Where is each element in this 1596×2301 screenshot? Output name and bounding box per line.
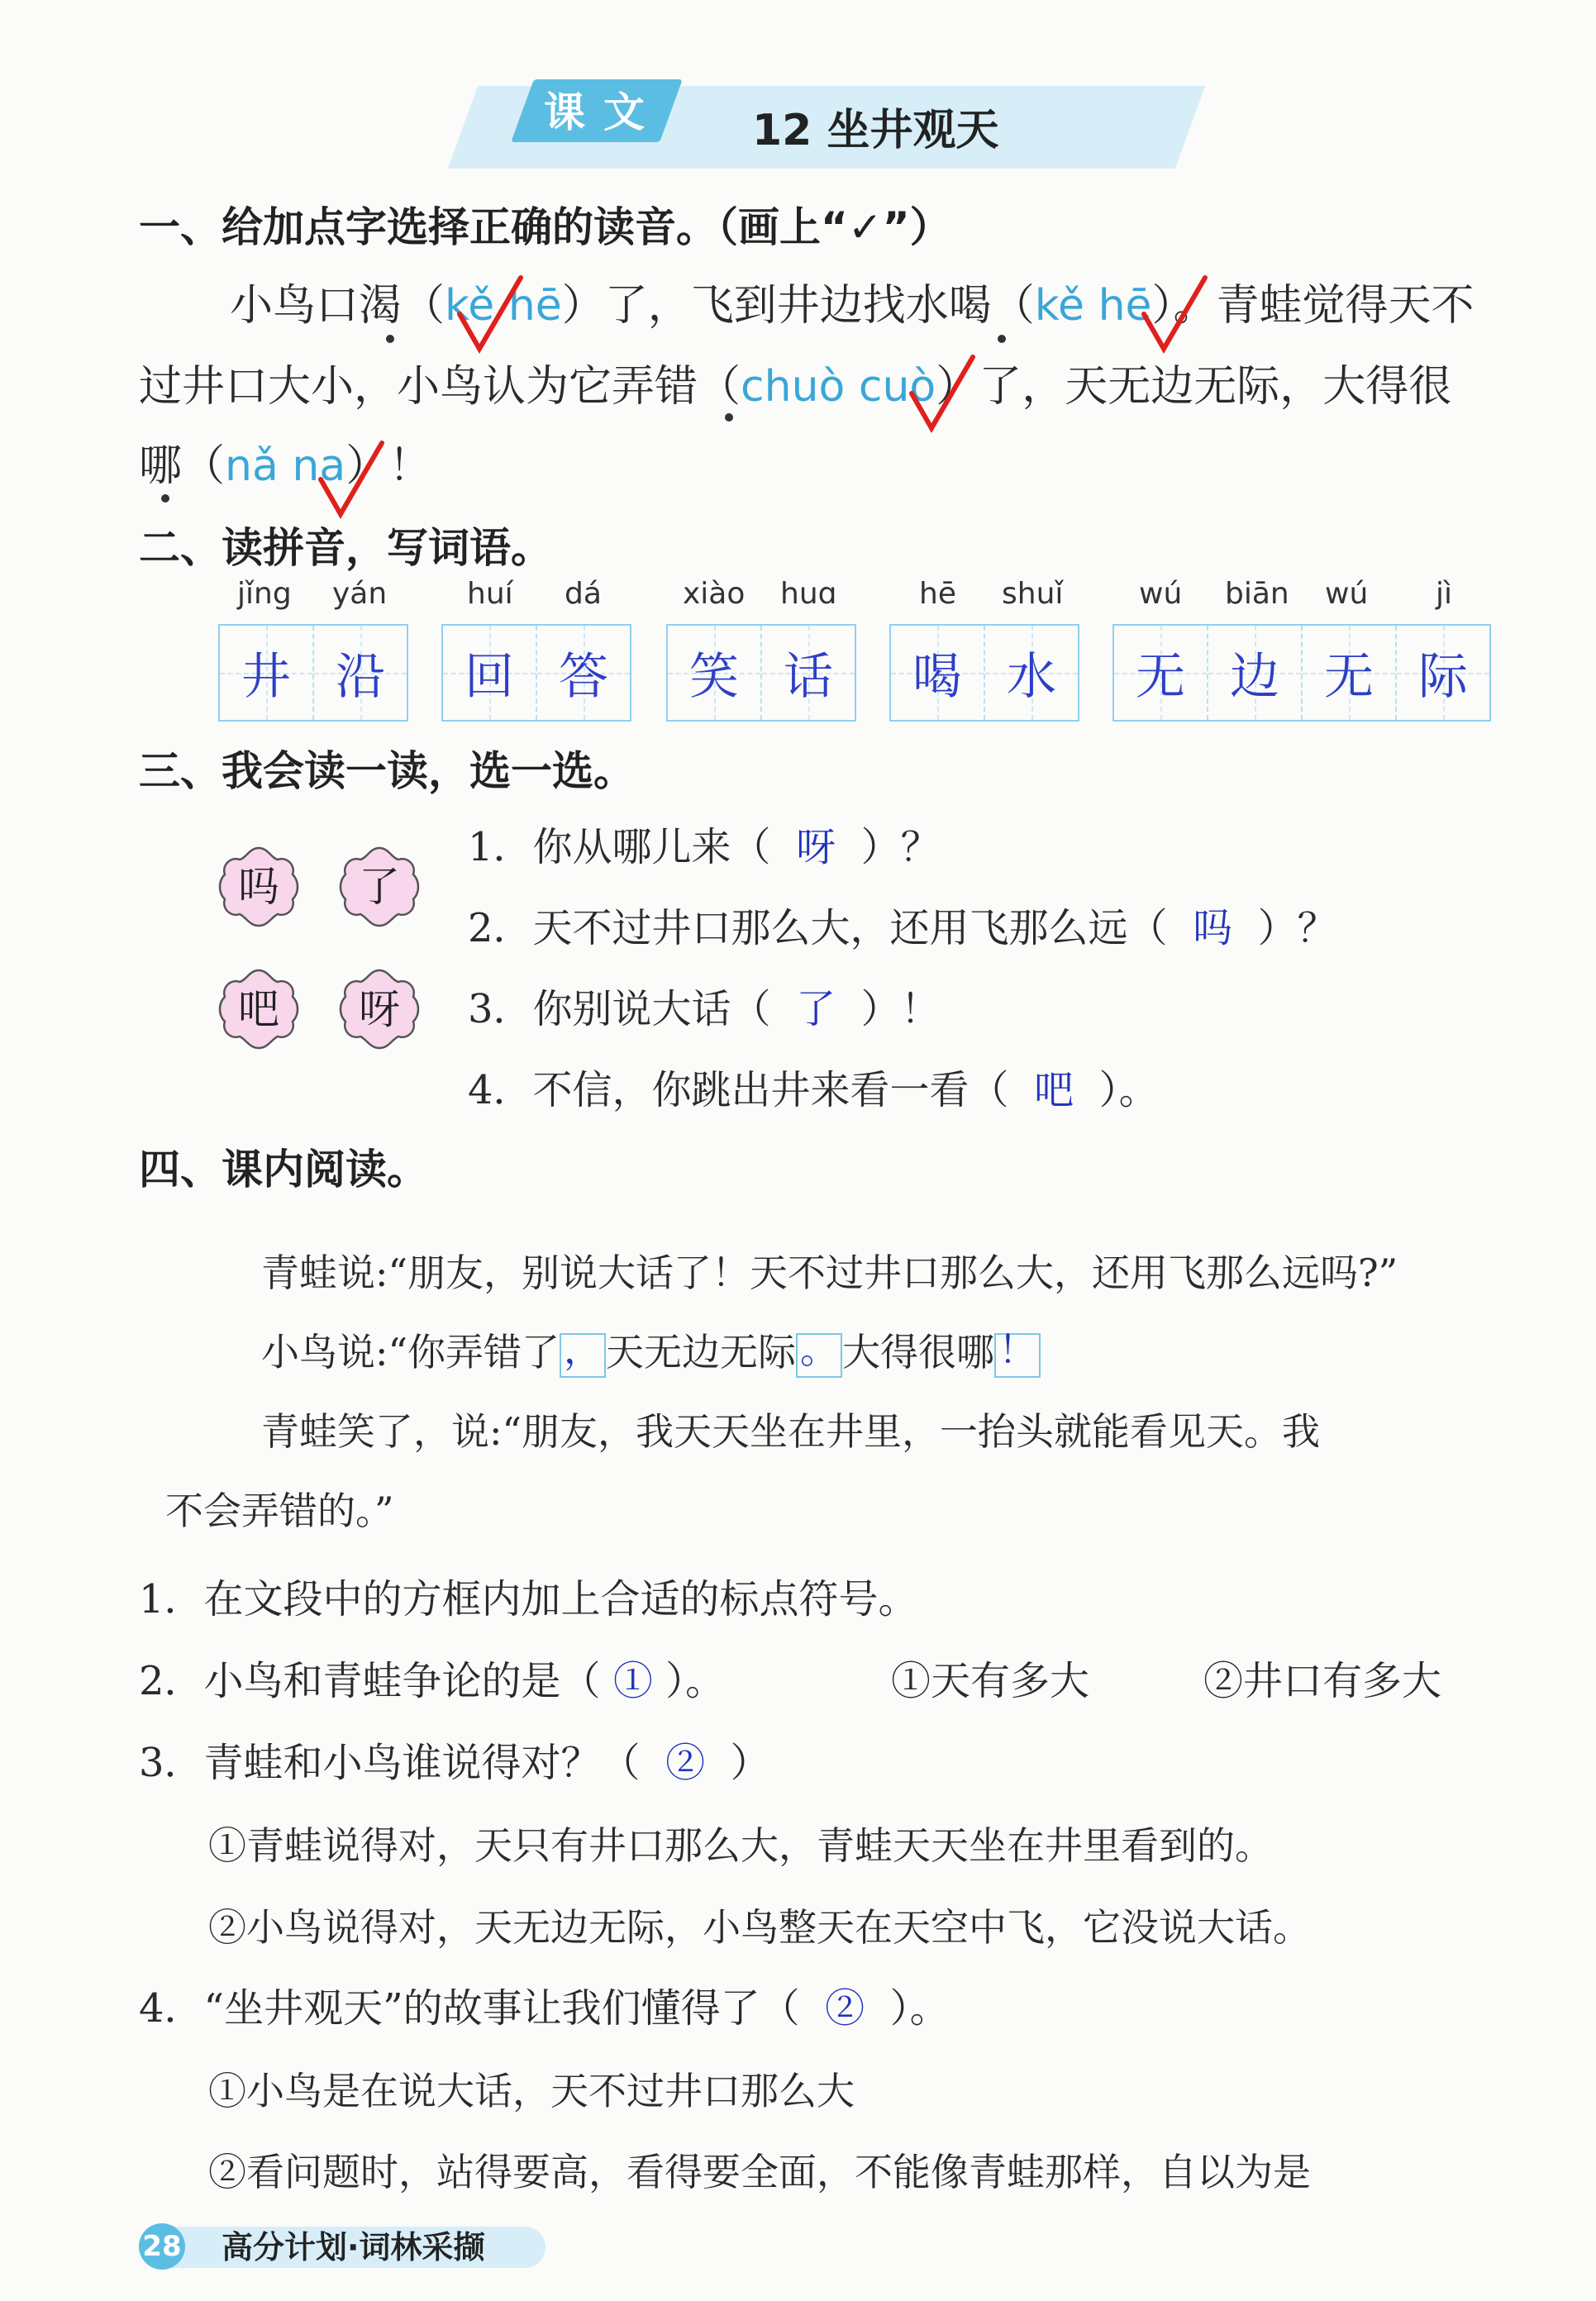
s1-line-2 [139, 354, 1451, 420]
s4-question-2 [139, 1648, 725, 1714]
pinyin-label: jì [1436, 577, 1453, 611]
answer-text: 吧 [1034, 1067, 1074, 1113]
pinyin-label: hē [919, 577, 956, 611]
emphasis-dot [386, 335, 394, 343]
question-text: ）。 [1098, 1067, 1159, 1113]
writing-grid [441, 624, 631, 722]
writing-grid [1112, 624, 1491, 722]
lesson-title: 12 坐井观天 [752, 106, 999, 155]
pinyin-option: kě [445, 281, 495, 331]
pinyin-label: jǐng [237, 577, 292, 611]
s1-line-1 [230, 273, 1475, 339]
s1-text: ）。青蛙觉得天不 [1151, 281, 1475, 331]
question-text: ）？ [860, 824, 941, 870]
page-number: 28 [139, 2223, 185, 2270]
passage-line-2 [261, 1319, 1041, 1385]
question-text: 2．天不过井口那么大，还用飞那么远（ [468, 905, 1168, 951]
grid-cell [1303, 626, 1397, 720]
grid-cell [537, 626, 630, 720]
passage-text: 大得很哪 [842, 1330, 995, 1374]
section-2-heading: 二、读拼音，写词语。 [139, 524, 552, 572]
footer-title: 高分计划·词林采撷 [222, 2229, 485, 2265]
s3-question-2 [468, 895, 1337, 961]
grid-cell [891, 626, 985, 720]
passage-text: 小鸟说:“你弄错了 [261, 1330, 560, 1374]
s4-question-4 [139, 1975, 950, 2041]
s1-text: 过井口大小，小鸟认为它弄错（ [139, 362, 741, 412]
passage-text: 天无边无际 [606, 1330, 797, 1374]
emphasis-dot [725, 413, 733, 422]
pinyin-label: shuǐ [1002, 577, 1064, 611]
punctuation-answer: 。 [800, 1327, 839, 1372]
emphasis-dot [998, 335, 1006, 343]
passage-line-1: 青蛙说:“朋友，别说大话了！天不过井口那么大，还用飞那么远吗?” [261, 1251, 1398, 1295]
pinyin-option: nǎ [225, 441, 279, 491]
answer-text: 呀 [796, 824, 836, 870]
section-3-heading: 三、我会读一读，选一选。 [139, 747, 635, 795]
s4-q2-option-1: ①天有多大 [891, 1658, 1090, 1704]
pinyin-option: hē [1098, 281, 1152, 331]
question-text: 3．你别说大话（ [468, 986, 771, 1032]
option-label: 吗 [238, 863, 279, 911]
pinyin-option: hē [507, 281, 562, 331]
question-text: ）？ [1257, 905, 1337, 951]
section-4-heading: 四、课内阅读。 [139, 1146, 428, 1193]
question-text: 3．青蛙和小鸟谁说得对？（ [139, 1740, 641, 1786]
option-label: 吧 [238, 985, 279, 1033]
answer-char: 井 [241, 648, 291, 706]
s1-text: ）了，天无边无际，大得很 [936, 362, 1452, 412]
answer-char: 无 [1136, 648, 1185, 706]
answer-text: 了 [796, 986, 836, 1032]
pinyin-label: huí [467, 577, 513, 611]
punctuation-answer: ， [564, 1327, 603, 1372]
question-text: 2．小鸟和青蛙争论的是（ [139, 1658, 601, 1704]
writing-grid [666, 624, 856, 722]
answer-text: ② [665, 1740, 706, 1786]
s4-question-3 [139, 1730, 770, 1796]
grid-cell [762, 626, 855, 720]
answer-char: 际 [1418, 648, 1468, 706]
answer-char: 沿 [336, 648, 385, 706]
question-text: ） [730, 1740, 770, 1786]
s4-q4-option-1: ①小鸟是在说大话，天不过井口那么大 [208, 2069, 855, 2113]
answer-text: 吗 [1193, 905, 1233, 951]
lesson-tag-label: 课文 [544, 88, 663, 136]
question-text: 1．你从哪儿来（ [468, 824, 771, 870]
passage-line-3: 青蛙笑了，说:“朋友，我天天坐在井里，一抬头就能看见天。我 [261, 1409, 1321, 1454]
s4-q4-option-2: ②看问题时，站得要高，看得要全面，不能像青蛙那样，自以为是 [208, 2150, 1311, 2194]
s1-text: 哪（ [139, 441, 226, 491]
pinyin-option: cuò [858, 362, 936, 412]
pinyin-option: chuò [741, 362, 846, 412]
s1-text: ）了，飞到井边找水喝（ [561, 281, 1035, 331]
pinyin-option: kě [1034, 281, 1085, 331]
option-label: 了 [359, 863, 400, 911]
answer-char: 边 [1230, 648, 1279, 706]
punctuation-box[interactable] [560, 1327, 606, 1378]
pinyin-label: yán [332, 577, 388, 611]
question-text: ）！ [860, 986, 941, 1032]
s3-question-4 [468, 1057, 1159, 1123]
answer-text: ① [612, 1658, 653, 1704]
s4-q3-option-1: ①青蛙说得对，天只有井口那么大，青蛙天天坐在井里看到的。 [208, 1823, 1273, 1868]
answer-char: 话 [784, 648, 833, 706]
pinyin-label: dá [565, 577, 602, 611]
passage-line-4: 不会弄错的。” [165, 1489, 394, 1533]
option-label: 呀 [359, 985, 400, 1033]
answer-char: 水 [1007, 648, 1056, 706]
punctuation-box[interactable] [796, 1327, 842, 1378]
pinyin-label: wú [1139, 577, 1183, 611]
check-mark-icon [314, 438, 388, 521]
grid-cell [443, 626, 537, 720]
s4-q3-option-2: ②小鸟说得对，天无边无际，小鸟整天在天空中飞，它没说大话。 [208, 1905, 1311, 1950]
pinyin-option: na [292, 441, 346, 491]
s3-question-1 [468, 814, 941, 880]
section-1-heading: 一、给加点字选择正确的读音。（画上“✓”） [139, 203, 951, 251]
writing-grid [218, 624, 408, 722]
s3-question-3 [468, 976, 941, 1042]
grid-cell [668, 626, 762, 720]
emphasis-dot [161, 494, 169, 503]
s4-question-1: 1．在文段中的方框内加上合适的标点符号。 [139, 1576, 918, 1622]
answer-char: 无 [1324, 648, 1374, 706]
pinyin-label: huɑ [780, 577, 837, 611]
check-mark-icon [905, 352, 979, 435]
punctuation-answer: ！ [998, 1327, 1037, 1372]
s4-q2-option-2: ②井口有多大 [1203, 1658, 1442, 1704]
question-text: 4．不信，你跳出井来看一看（ [468, 1067, 1009, 1113]
pinyin-label: wú [1325, 577, 1369, 611]
s1-text: 小鸟口渴（ [230, 281, 445, 331]
answer-char: 回 [465, 648, 514, 706]
grid-cell [1114, 626, 1208, 720]
answer-char: 答 [559, 648, 608, 706]
grid-cell [1397, 626, 1489, 720]
writing-grid [889, 624, 1079, 722]
answer-text: ② [825, 1985, 865, 2032]
check-mark-icon [1137, 273, 1212, 355]
grid-cell [314, 626, 407, 720]
punctuation-box[interactable] [994, 1327, 1041, 1378]
pinyin-label: xiào [683, 577, 746, 611]
grid-cell [985, 626, 1078, 720]
check-mark-icon [453, 273, 527, 355]
s1-text: ）！ [345, 441, 432, 491]
grid-cell [1208, 626, 1303, 720]
grid-cell [220, 626, 314, 720]
question-text: 4．“坐井观天”的故事让我们懂得了（ [139, 1985, 800, 2032]
question-text: ）。 [665, 1658, 726, 1704]
pinyin-label: biān [1225, 577, 1289, 611]
answer-char: 笑 [689, 648, 739, 706]
question-text: ）。 [889, 1985, 950, 2032]
answer-char: 喝 [912, 648, 962, 706]
